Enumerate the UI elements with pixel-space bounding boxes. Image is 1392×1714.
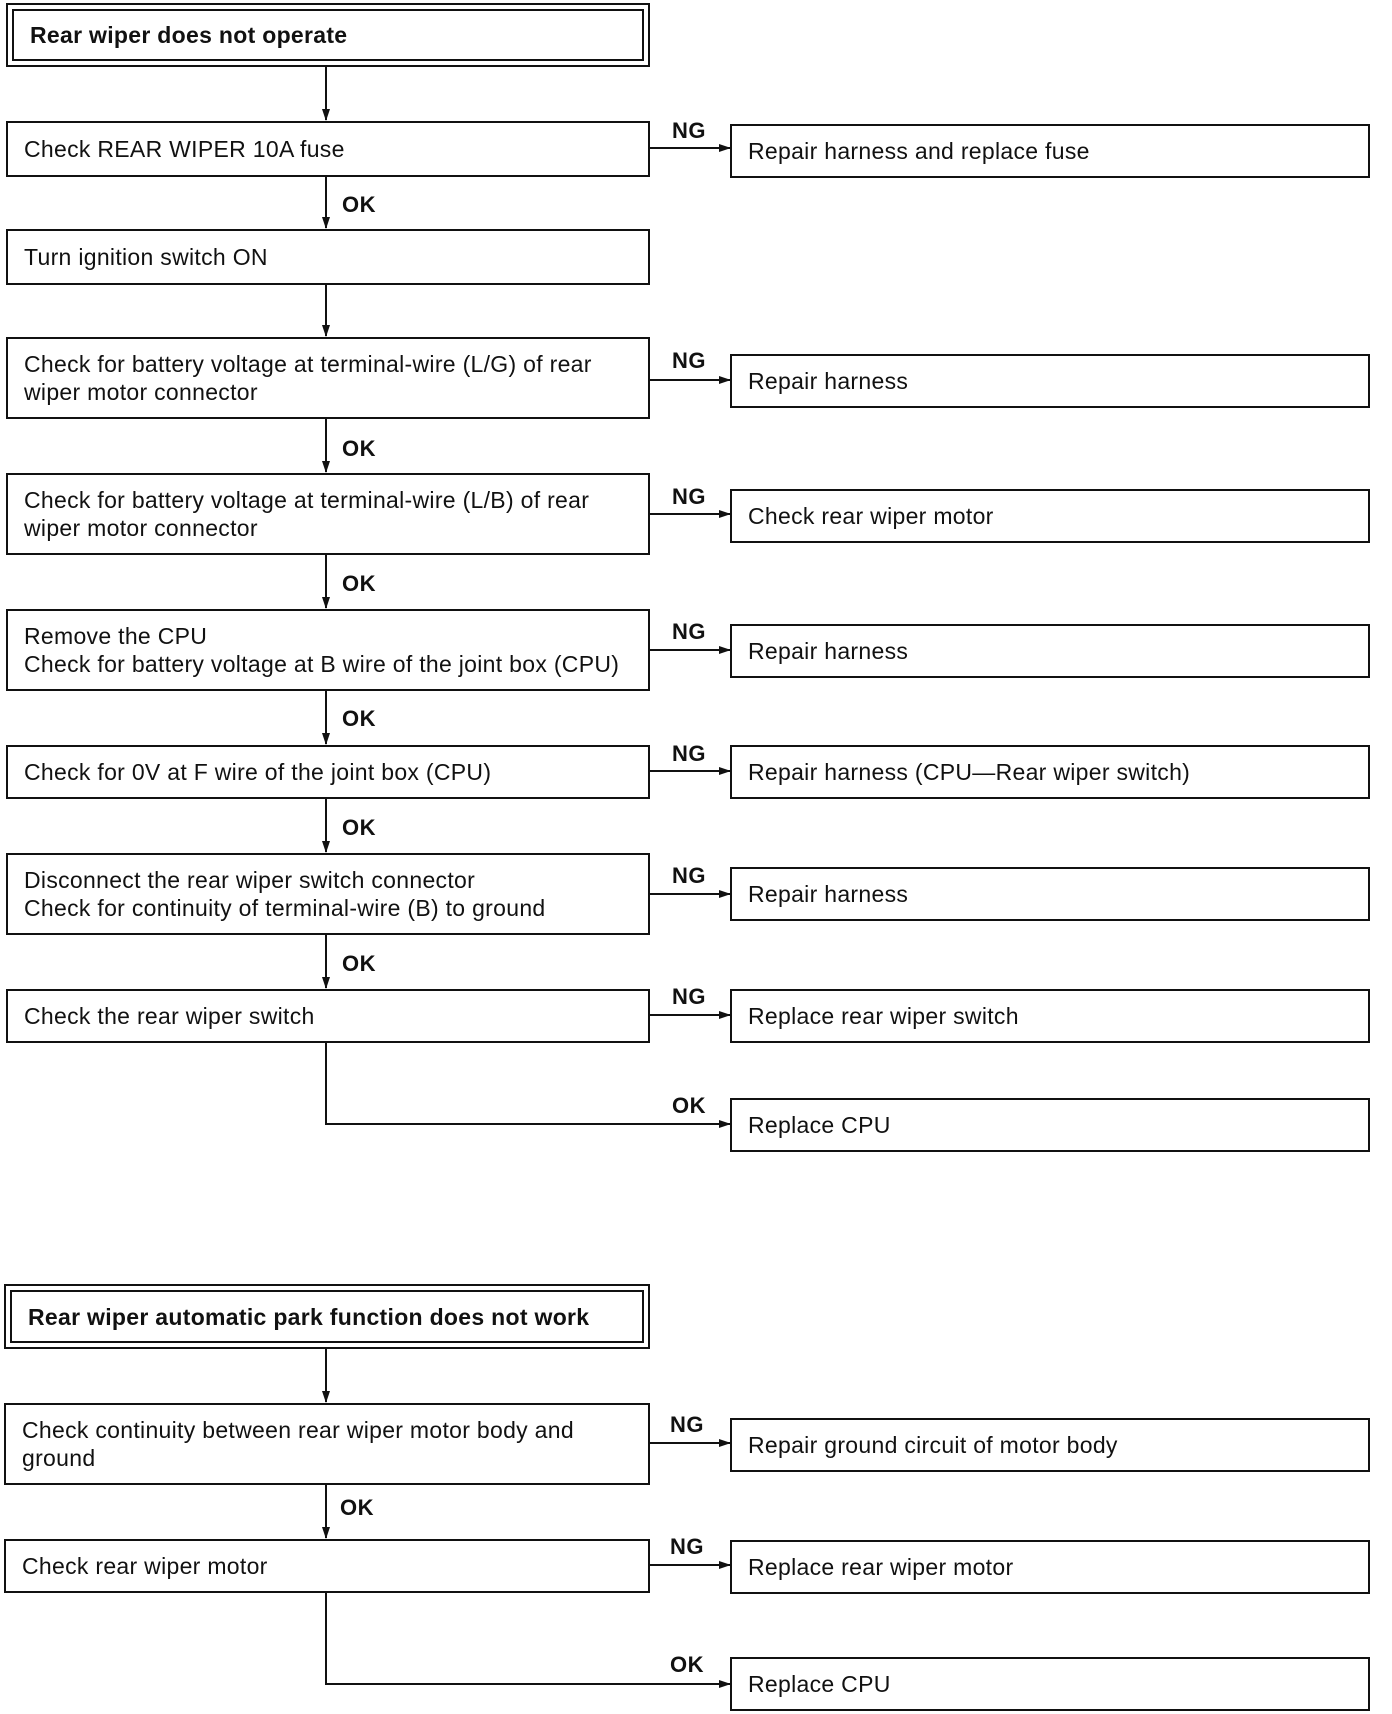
- chart-a-ng-label-3: NG: [672, 484, 706, 509]
- chart-a-result-3-text: Check rear wiper motor: [748, 503, 994, 529]
- chart-a-result-6-text: Repair harness: [748, 881, 909, 907]
- chart-a-result-5: [730, 745, 1370, 799]
- chart-b-step-1-text: Check continuity between rear wiper motor body and ground: [22, 1417, 574, 1471]
- chart-a-result-8-text: Replace CPU: [748, 1112, 891, 1138]
- chart-a-step-7-text: Disconnect the rear wiper switch connector Check for continuity of terminal-wire (B) to ground: [24, 867, 546, 921]
- chart-a-ng-label-1: NG: [672, 118, 706, 143]
- chart-a-ok-label-7: OK: [672, 1093, 706, 1118]
- chart-a-result-3: [730, 489, 1370, 543]
- chart-a-step-3: [6, 337, 650, 419]
- chart-b-ok-label-2: OK: [670, 1652, 704, 1677]
- chart-a-step-7: [6, 853, 650, 935]
- chart-a-ok-label-1: OK: [342, 192, 376, 217]
- chart-b-result-1-text: Repair ground circuit of motor body: [748, 1432, 1118, 1458]
- chart-a-result-7: [730, 989, 1370, 1043]
- chart-a-ok-label-2: OK: [342, 436, 376, 461]
- chart-a-ng-label-2: NG: [672, 348, 706, 373]
- chart-a-step-4: [6, 473, 650, 555]
- chart-b-result-3: [730, 1657, 1370, 1711]
- chart-a-ok-label-4: OK: [342, 706, 376, 731]
- chart-a-title-box: [6, 3, 650, 67]
- chart-a-ng-label-5: NG: [672, 741, 706, 766]
- chart-b-step-2-text: Check rear wiper motor: [22, 1553, 268, 1579]
- chart-a-step-8-text: Check the rear wiper switch: [24, 1003, 315, 1029]
- chart-a-result-1-text: Repair harness and replace fuse: [748, 138, 1090, 164]
- chart-a-result-2-text: Repair harness: [748, 368, 909, 394]
- chart-a-ok-label-5: OK: [342, 815, 376, 840]
- chart-a-ok-label-6: OK: [342, 951, 376, 976]
- chart-b-title-box: [4, 1284, 650, 1349]
- chart-a-step-2-text: Turn ignition switch ON: [24, 244, 268, 270]
- chart-b-result-2: [730, 1540, 1370, 1594]
- chart-a-result-2: [730, 354, 1370, 408]
- chart-b-result-3-text: Replace CPU: [748, 1671, 891, 1697]
- chart-b-ok-label-1: OK: [340, 1495, 374, 1520]
- chart-a-step-1-text: Check REAR WIPER 10A fuse: [24, 136, 345, 162]
- chart-a-ng-label-6: NG: [672, 863, 706, 888]
- chart-a-step-2: [6, 229, 650, 285]
- chart-a-step-6: [6, 745, 650, 799]
- chart-b-title: Rear wiper automatic park function does not work: [28, 1303, 590, 1330]
- chart-b-step-1: [4, 1403, 650, 1485]
- chart-a-result-4: [730, 624, 1370, 678]
- chart-a-step-6-text: Check for 0V at F wire of the joint box (CPU): [24, 759, 492, 785]
- chart-a-step-5-text: Remove the CPU Check for battery voltage at B wire of the joint box (CPU): [24, 623, 620, 677]
- chart-a-step-8: [6, 989, 650, 1043]
- chart-a-ng-label-4: NG: [672, 619, 706, 644]
- chart-a-result-6: [730, 867, 1370, 921]
- chart-a-title: Rear wiper does not operate: [30, 22, 348, 48]
- chart-a-result-8: [730, 1098, 1370, 1152]
- chart-b-ng-label-1: NG: [670, 1412, 704, 1437]
- chart-a-result-7-text: Replace rear wiper switch: [748, 1003, 1019, 1029]
- chart-b-result-2-text: Replace rear wiper motor: [748, 1554, 1014, 1580]
- chart-a-result-1: [730, 124, 1370, 178]
- chart-a-ng-label-7: NG: [672, 984, 706, 1009]
- chart-b-ng-label-2: NG: [670, 1534, 704, 1559]
- chart-a-step-1: [6, 121, 650, 177]
- chart-b-step-2: [4, 1539, 650, 1593]
- chart-a-step-4-text: Check for battery voltage at terminal-wire (L/B) of rear wiper motor connector: [24, 487, 590, 541]
- chart-a-result-5-text: Repair harness (CPU—Rear wiper switch): [748, 759, 1191, 785]
- chart-a-ok-label-3: OK: [342, 571, 376, 596]
- chart-a-result-4-text: Repair harness: [748, 638, 909, 664]
- chart-b-result-1: [730, 1418, 1370, 1472]
- chart-a-step-3-text: Check for battery voltage at terminal-wire (L/G) of rear wiper motor connector: [24, 351, 592, 405]
- arrow-step-8-to-result-8: [326, 1042, 730, 1124]
- chart-a-step-5: [6, 609, 650, 691]
